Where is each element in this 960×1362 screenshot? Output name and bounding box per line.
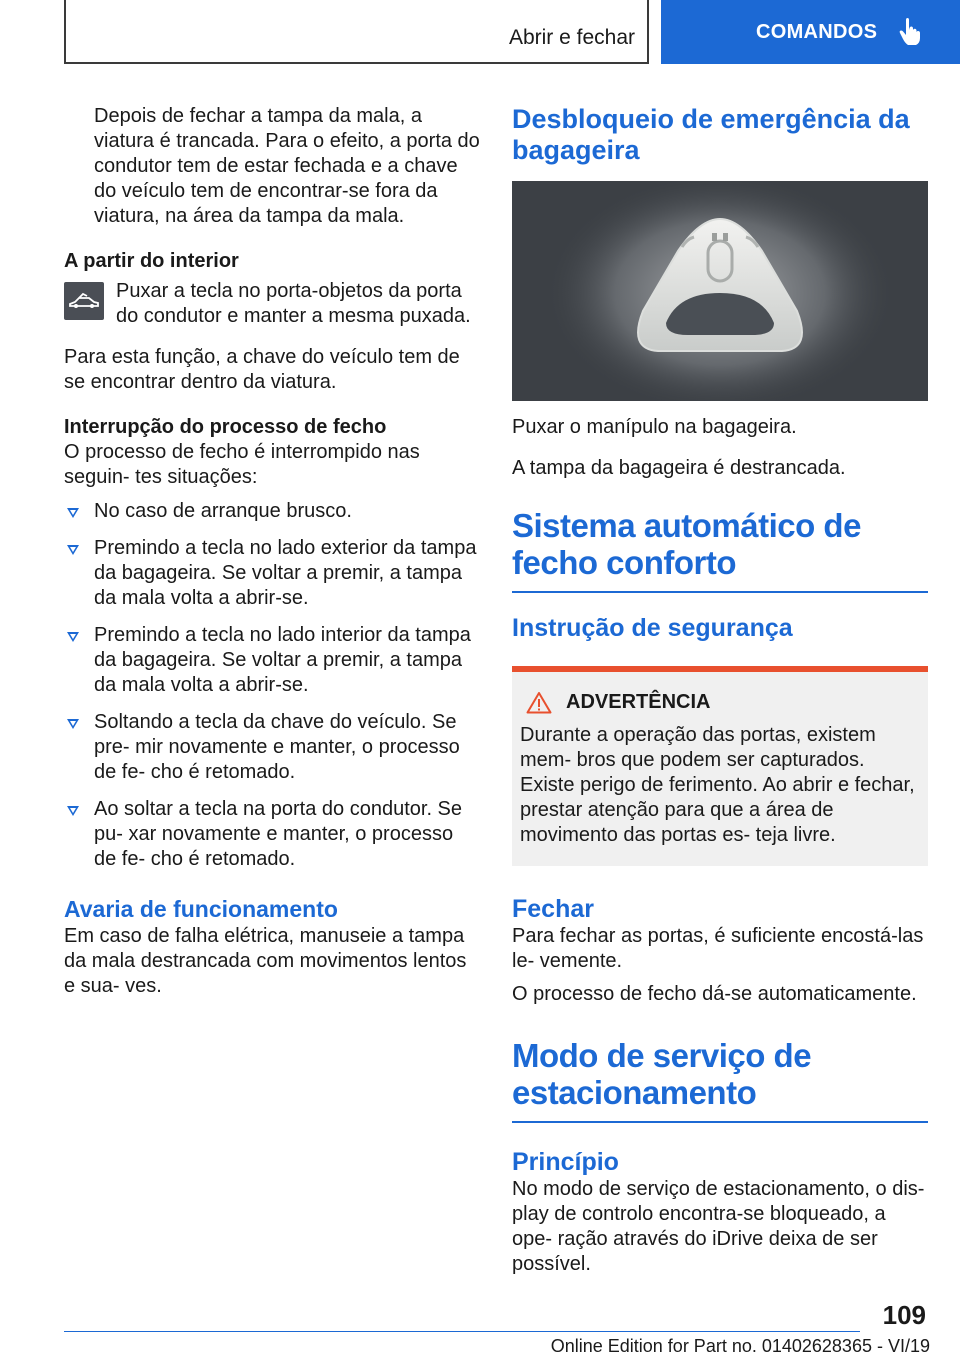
heading-principle: Princípio: [512, 1148, 619, 1176]
heading-close: Fechar: [512, 895, 594, 923]
subheading-interior: A partir do interior: [64, 250, 239, 272]
close-text: Para fechar as portas, é suficiente encostá-las le- vemente.: [512, 925, 924, 972]
list-item: Premindo a tecla no lado exterior da tampa da bagageira. Se voltar a premir, a tampa da mala volta a abrir-se.: [64, 536, 480, 611]
warning-box: [512, 666, 928, 866]
right-column: [512, 104, 928, 1277]
warning-title: ADVERTÊNCIA: [566, 691, 711, 713]
triangle-bullet-icon: [67, 508, 79, 518]
principle-text: No modo de serviço de estacionamento, o dis- play de controlo encontra-se bloqueado, a ope- ração através do iDrive deixa de ser possível.: [512, 1178, 925, 1275]
unlocked-text: A tampa da bagageira é destrancada.: [512, 457, 846, 479]
pull-handle-text: Puxar o manípulo na bagageira.: [512, 416, 797, 438]
heading-valet-mode: Modo de serviço de estacionamento: [512, 1037, 928, 1123]
list-item: Ao soltar a tecla na porta do condutor. Se pu- xar novamente e manter, o processo de fe- cho é retomado.: [64, 797, 480, 872]
triangle-bullet-icon: [67, 632, 79, 642]
triangle-bullet-icon: [67, 719, 79, 729]
triangle-bullet-icon: [67, 806, 79, 816]
hand-pointer-icon: [899, 18, 921, 46]
chapter-tab[interactable]: [661, 0, 960, 64]
warning-text: Durante a operação das portas, existem mem- bros que podem ser capturados. Existe perigo de ferimento. Ao abrir e fechar, prestar atenção para que a área de movimento das portas es- teja livre.: [520, 724, 915, 846]
list-item: Premindo a tecla no lado interior da tampa da bagageira. Se voltar a premir, a tampa da mala volta a abrir-se.: [64, 623, 480, 698]
heading-soft-close: Sistema automático de fecho conforto: [512, 507, 928, 593]
header-section-title: Abrir e fechar: [508, 26, 635, 49]
triangle-bullet-icon: [67, 545, 79, 555]
icon-instruction-text: Puxar a tecla no porta-objetos da porta do condutor e manter a mesma puxada.: [116, 280, 471, 327]
intro-paragraph: Depois de fechar a tampa da mala, a viatura é trancada. Para o efeito, a porta do condutor tem de estar fechada e a chave do veículo tem de encontrar-se fora da viatura, na área da tampa da mala.: [94, 105, 480, 227]
heading-malfunction: Avaria de funcionamento: [64, 896, 338, 922]
malfunction-text: Em caso de falha elétrica, manuseie a tampa da mala destrancada com movimentos lentos e sua- ves.: [64, 925, 467, 997]
list-item: No caso de arranque brusco.: [64, 499, 480, 524]
warning-triangle-icon: [526, 691, 552, 714]
trunk-button-icon: [64, 282, 104, 320]
interruption-intro: O processo de fecho é interrompido nas seguin- tes situações:: [64, 441, 420, 488]
edition-footer: Online Edition for Part no. 01402628365 - VI/19: [550, 1336, 930, 1356]
heading-safety: Instrução de segurança: [512, 614, 793, 642]
function-note: Para esta função, a chave do veículo tem de se encontrar dentro da viatura.: [64, 346, 460, 393]
chapter-label: COMANDOS: [756, 20, 878, 43]
warning-title-row: [520, 690, 920, 715]
footer-divider: [64, 1331, 860, 1332]
left-column: [64, 104, 480, 999]
emergency-handle-photo: [512, 181, 928, 401]
list-item: Soltando a tecla da chave do veículo. Se pre- mir novamente e manter, o processo de fe- cho é retomado.: [64, 710, 480, 785]
heading-emergency-release: Desbloqueio de emergência da bagageira: [512, 104, 910, 165]
subheading-interruption: Interrupção do processo de fecho: [64, 416, 387, 438]
auto-close-text: O processo de fecho dá-se automaticamente.: [512, 983, 917, 1005]
page-number: 109: [882, 1300, 926, 1330]
icon-instruction: [64, 279, 480, 329]
interruption-list: [64, 499, 480, 872]
